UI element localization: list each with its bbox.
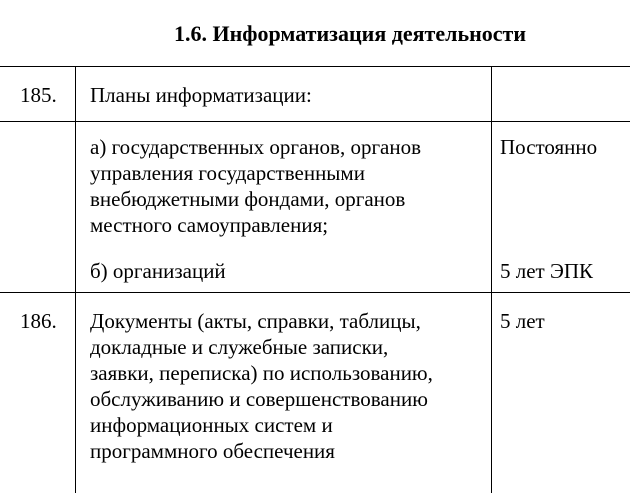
row-185b-description: б) организаций bbox=[90, 259, 226, 283]
row-186-term: 5 лет bbox=[500, 309, 545, 333]
section-title: 1.6. Информатизация деятельности bbox=[173, 21, 527, 46]
row-185-number: 185. bbox=[20, 83, 57, 107]
row-185a-description: а) государственных органов, органов управления государственными внебюджетными фондами, органов местного самоуправления; bbox=[90, 135, 422, 237]
row-186-number: 186. bbox=[20, 309, 57, 333]
row-185b-term: 5 лет ЭПК bbox=[500, 259, 594, 283]
row-185a-term: Постоянно bbox=[500, 135, 598, 159]
row-divider-185 bbox=[0, 121, 630, 122]
row-185-description: Планы информатизации: bbox=[90, 83, 312, 107]
row-divider-186 bbox=[0, 292, 630, 293]
table-border-top bbox=[0, 66, 630, 67]
column-divider-term bbox=[491, 66, 492, 493]
column-divider-number bbox=[75, 66, 76, 493]
row-186-description: Документы (акты, справки, таблицы, докладные и служебные записки, заявки, переписка) по использованию, обслуживанию и совершенствованию информационных систем и программного обеспечения bbox=[90, 309, 433, 463]
